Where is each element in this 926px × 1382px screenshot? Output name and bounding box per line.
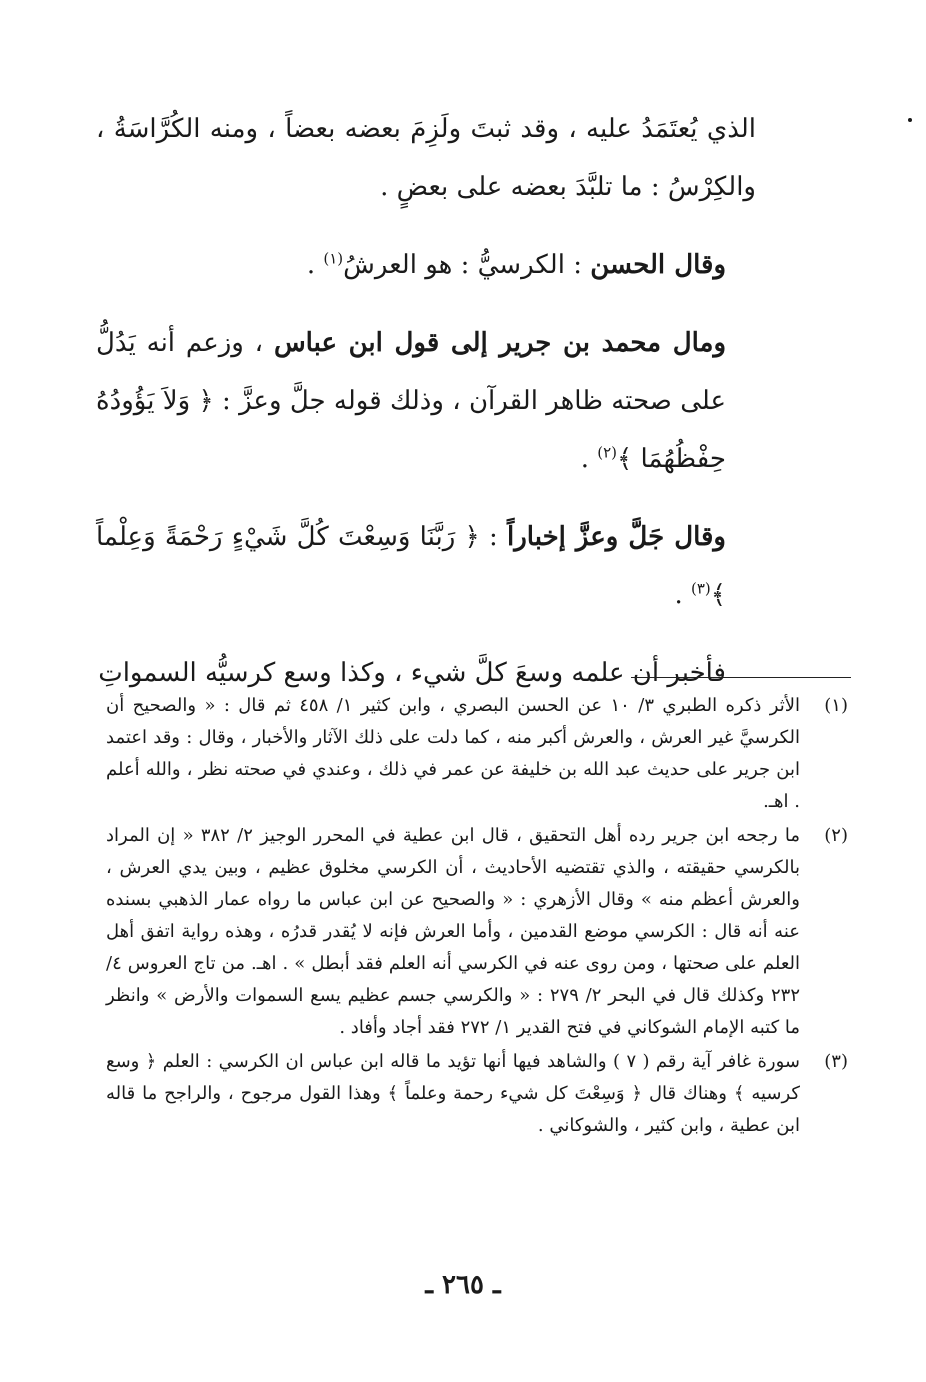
paragraph-2-end: . xyxy=(306,250,324,280)
footnote-number: (٢) xyxy=(824,825,848,846)
paragraph-4 xyxy=(96,508,756,624)
paragraph-2 xyxy=(96,236,756,294)
paragraph-4-end: . xyxy=(674,580,691,610)
page-number: ـ ٢٦٥ ـ xyxy=(425,1270,501,1300)
paragraph-1: الذي يُعتَمَدُ عليه ، وقد ثبتَ ولَزِمَ بعضه بعضاً ، ومنه الكُرَّاسَةُ ، والكِرْسُ : ما تلبَّدَ بعضه على بعضٍ . xyxy=(96,114,756,202)
footnote-ref-3: (٣) xyxy=(690,579,711,598)
footnote-text: سورة غافر آية رقم ( ٧ ) والشاهد فيها أنها تؤيد ما قاله ابن عباس ان الكرسي : العلم ﴿ وسع كرسيه ﴾ وهناك قال ﴿ وَسِعْتَ كل شيء رحمة وعلماً ﴾ وهذا القول مرجوح ، والراجح ما قاله ابن عطية ، وابن كثير ، والشوكاني . xyxy=(106,1051,800,1136)
footnotes xyxy=(106,690,848,1144)
footnote-separator xyxy=(631,677,851,678)
footnote-text: ما رجحه ابن جرير رده أهل التحقيق ، قال ابن عطية في المحرر الوجيز ٢/ ٣٨٢ « إن المراد بالكرسي حقيقته ، والذي تقتضيه الأحاديث ، أن الكرسي مخلوق عظيم ، وبين يدي العرش ، والعرش أعظم منه » وقال الأزهري : « والصحيح عن ابن عباس ما رواه عمار الذهبي بسنده عنه أنه قال : الكرسي موضع القدمين ، وأما العرش فإنه لا يُقدر قدرُه ، وهذه رواية اتفق أهل العلم على صحتها ، ومن روى عنه في الكرسي أنه العلم فقد أبطل » . اهـ. من تاج العروس ٤/ ٢٣٢ وكذلك قال في البحر ٢/ ٢٧٩ : « والكرسي جسم عظيم يسع السموات والأرض » وانظر ما كتبه الإمام الشوكاني في فتح القدير ١/ ٢٧٢ فقد أجاد وأفاد . xyxy=(106,825,800,1038)
paragraph-3-lead: ومال محمد بن جرير إلى قول ابن عباس xyxy=(273,328,726,358)
paragraph-2-lead: وقال الحسن xyxy=(590,250,726,280)
footnote-2 xyxy=(106,820,848,1044)
paragraph-3-end: . xyxy=(580,444,598,474)
paragraph-2-body: : الكرسيُّ : هو العرشُ xyxy=(343,250,591,280)
paragraph-5: فأخبر أن علمه وسعَ كلَّ شيء ، وكذا وسع كرسيُّه السمواتِ xyxy=(98,658,726,688)
footnote-ref-2: (٢) xyxy=(597,443,617,462)
main-text xyxy=(96,100,756,722)
paragraph-3-body: ، وزعم أنه يَدُلُّ على صحته ظاهر القرآن ، وذلك قوله جلَّ وعزَّ : ﴿ وَلاَ يَؤُودُهُ حِفْظُهُمَا ﴾ xyxy=(96,328,726,474)
footnote-number: (١) xyxy=(824,695,848,716)
footnote-number: (٣) xyxy=(824,1051,848,1072)
paragraph-3 xyxy=(96,314,756,488)
paragraph-4-body: : ﴿ رَبَّنَا وَسِعْتَ كُلَّ شَيْءٍ رَحْمَةً وَعِلْماً ﴾ xyxy=(96,522,726,610)
paragraph-4-lead: وقال جَلَّ وعزَّ إخباراً xyxy=(507,522,726,552)
footnote-3 xyxy=(106,1046,848,1142)
footnote-1 xyxy=(106,690,848,818)
margin-dot xyxy=(908,118,912,122)
footnote-text: الأثر ذكره الطبري ٣/ ١٠ عن الحسن البصري ، وابن كثير ١/ ٤٥٨ ثم قال : « والصحيح أن الكرسيَّ غير العرش ، والعرش أكبر منه ، كما دلت على ذلك الآثار والأخبار ، وقال : وقد اعتمد ابن جرير على حديث عبد الله بن خليفة عن عمر في ذلك ، وعندي في صحته نظر ، والله أعلم . اهـ. xyxy=(106,695,800,812)
footnote-ref-1: (١) xyxy=(323,249,344,268)
